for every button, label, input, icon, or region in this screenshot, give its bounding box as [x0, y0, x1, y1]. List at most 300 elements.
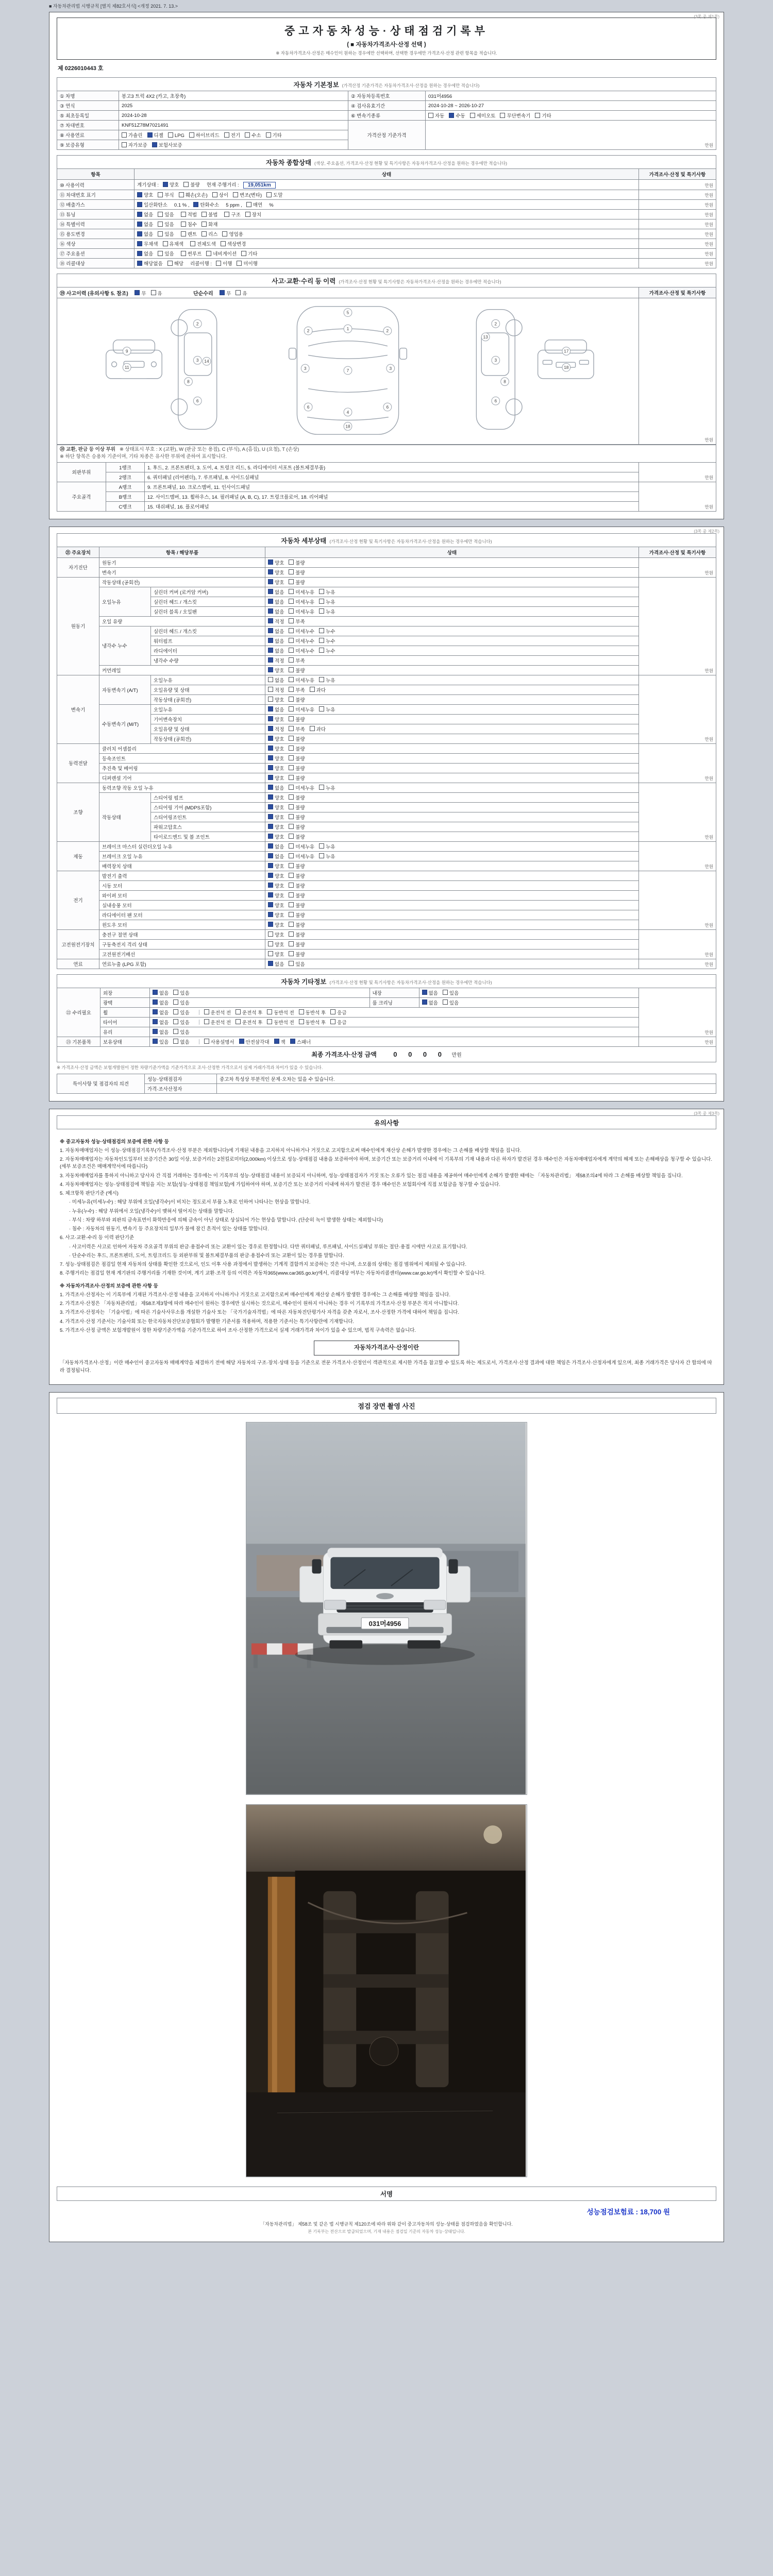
checkbox-option[interactable]	[268, 962, 284, 968]
checkbox-box[interactable]	[268, 775, 273, 780]
checkbox-option[interactable]	[268, 570, 284, 576]
checkbox-option[interactable]	[289, 933, 305, 938]
checkbox-box[interactable]	[190, 241, 195, 246]
checkbox-option[interactable]	[289, 903, 305, 909]
checkbox-box[interactable]	[268, 922, 273, 927]
checkbox-box[interactable]	[181, 251, 186, 256]
checkbox-box[interactable]	[289, 775, 294, 780]
checkbox-option[interactable]	[289, 609, 314, 615]
checkbox-option[interactable]	[289, 649, 314, 654]
checkbox-box[interactable]	[268, 706, 273, 711]
checkbox-option[interactable]	[216, 261, 232, 267]
checkbox-box[interactable]	[289, 873, 294, 878]
checkbox-option[interactable]	[268, 698, 284, 703]
checkbox-box[interactable]	[289, 667, 294, 672]
checkbox-box[interactable]	[289, 560, 294, 565]
checkbox-option[interactable]	[289, 913, 305, 919]
checkbox-option[interactable]	[173, 1010, 189, 1016]
checkbox-box[interactable]	[449, 113, 454, 118]
checkbox-box[interactable]	[204, 1019, 209, 1024]
checkbox-box[interactable]	[289, 716, 294, 721]
checkbox-option[interactable]	[289, 737, 305, 742]
checkbox-option[interactable]	[422, 1001, 438, 1006]
checkbox-option[interactable]	[266, 193, 282, 198]
checkbox-option[interactable]	[222, 232, 243, 238]
checkbox-box[interactable]	[268, 560, 273, 565]
checkbox-box[interactable]	[289, 853, 294, 858]
checkbox-box[interactable]	[233, 192, 238, 197]
checkbox-option[interactable]	[268, 668, 284, 674]
checkbox-box[interactable]	[268, 657, 273, 663]
checkbox-option[interactable]	[239, 1040, 270, 1045]
checkbox-option[interactable]	[201, 232, 217, 238]
checkbox-box[interactable]	[137, 231, 142, 236]
checkbox-option[interactable]	[204, 1010, 231, 1016]
checkbox-box[interactable]	[163, 241, 168, 246]
checkbox-option[interactable]	[163, 242, 184, 247]
checkbox-option[interactable]	[268, 844, 284, 850]
checkbox-box[interactable]	[289, 657, 294, 663]
checkbox-option[interactable]	[181, 212, 197, 218]
checkbox-box[interactable]	[122, 132, 127, 138]
checkbox-option[interactable]	[319, 844, 335, 850]
checkbox-option[interactable]	[236, 291, 247, 297]
checkbox-option[interactable]	[268, 893, 284, 899]
checkbox-option[interactable]	[289, 619, 305, 625]
checkbox-box[interactable]	[137, 241, 142, 246]
checkbox-box[interactable]	[289, 765, 294, 770]
checkbox-option[interactable]	[173, 1030, 189, 1036]
checkbox-box[interactable]	[173, 1039, 178, 1044]
checkbox-box[interactable]	[289, 785, 294, 790]
checkbox-box[interactable]	[330, 1019, 335, 1024]
checkbox-option[interactable]	[289, 795, 305, 801]
checkbox-box[interactable]	[268, 765, 273, 770]
checkbox-box[interactable]	[153, 1039, 158, 1044]
checkbox-option[interactable]	[158, 212, 174, 218]
checkbox-option[interactable]	[153, 991, 169, 996]
checkbox-option[interactable]	[289, 962, 305, 968]
checkbox-option[interactable]	[319, 854, 335, 860]
checkbox-box[interactable]	[266, 132, 271, 138]
checkbox-box[interactable]	[274, 1039, 279, 1044]
checkbox-option[interactable]	[204, 1020, 231, 1026]
checkbox-option[interactable]	[268, 952, 284, 958]
checkbox-option[interactable]	[268, 727, 284, 733]
checkbox-box[interactable]	[310, 726, 315, 731]
checkbox-option[interactable]	[236, 1010, 262, 1016]
checkbox-option[interactable]	[289, 835, 305, 840]
checkbox-box[interactable]	[153, 1009, 158, 1014]
checkbox-box[interactable]	[268, 804, 273, 809]
checkbox-box[interactable]	[167, 261, 173, 266]
checkbox-option[interactable]	[443, 1001, 459, 1006]
checkbox-box[interactable]	[289, 697, 294, 702]
checkbox-box[interactable]	[289, 951, 294, 956]
checkbox-option[interactable]	[289, 658, 305, 664]
checkbox-box[interactable]	[245, 212, 250, 217]
checkbox-option[interactable]	[319, 629, 335, 635]
checkbox-option[interactable]	[268, 688, 284, 693]
checkbox-option[interactable]	[137, 212, 153, 218]
checkbox-box[interactable]	[319, 638, 324, 643]
checkbox-option[interactable]	[289, 815, 305, 821]
checkbox-option[interactable]	[319, 649, 335, 654]
checkbox-box[interactable]	[289, 736, 294, 741]
checkbox-box[interactable]	[289, 608, 294, 614]
checkbox-box[interactable]	[319, 706, 324, 711]
checkbox-option[interactable]	[241, 251, 257, 257]
checkbox-box[interactable]	[246, 202, 251, 207]
checkbox-box[interactable]	[152, 142, 157, 147]
checkbox-option[interactable]	[289, 844, 314, 850]
checkbox-box[interactable]	[267, 1009, 272, 1014]
checkbox-box[interactable]	[179, 192, 184, 197]
checkbox-option[interactable]	[289, 776, 305, 782]
checkbox-option[interactable]	[319, 786, 335, 791]
checkbox-box[interactable]	[173, 990, 178, 995]
checkbox-box[interactable]	[319, 785, 324, 790]
checkbox-option[interactable]	[274, 1040, 285, 1045]
checkbox-box[interactable]	[289, 579, 294, 584]
checkbox-option[interactable]	[289, 570, 305, 576]
checkbox-option[interactable]	[268, 923, 284, 928]
checkbox-box[interactable]	[158, 192, 163, 197]
checkbox-option[interactable]	[289, 825, 305, 831]
checkbox-box[interactable]	[289, 726, 294, 731]
checkbox-option[interactable]	[268, 835, 284, 840]
checkbox-box[interactable]	[266, 192, 272, 197]
checkbox-box[interactable]	[443, 990, 448, 995]
checkbox-box[interactable]	[221, 241, 226, 246]
checkbox-box[interactable]	[268, 814, 273, 819]
checkbox-box[interactable]	[268, 716, 273, 721]
checkbox-option[interactable]	[289, 747, 305, 752]
checkbox-option[interactable]	[181, 251, 202, 257]
checkbox-option[interactable]	[289, 923, 305, 928]
checkbox-option[interactable]	[289, 766, 305, 772]
checkbox-box[interactable]	[151, 290, 156, 295]
checkbox-option[interactable]	[137, 202, 167, 208]
checkbox-option[interactable]	[179, 193, 208, 198]
checkbox-option[interactable]	[158, 222, 174, 228]
checkbox-option[interactable]	[289, 580, 305, 586]
checkbox-box[interactable]	[220, 290, 225, 295]
checkbox-option[interactable]	[268, 619, 284, 625]
checkbox-option[interactable]	[289, 727, 305, 733]
checkbox-box[interactable]	[268, 628, 273, 633]
checkbox-option[interactable]	[289, 629, 314, 635]
checkbox-box[interactable]	[310, 687, 315, 692]
checkbox-box[interactable]	[289, 883, 294, 888]
checkbox-box[interactable]	[236, 290, 241, 295]
checkbox-box[interactable]	[222, 231, 227, 236]
checkbox-option[interactable]	[268, 590, 284, 596]
checkbox-option[interactable]	[137, 232, 153, 238]
checkbox-option[interactable]	[268, 629, 284, 635]
checkbox-box[interactable]	[158, 212, 163, 217]
checkbox-option[interactable]	[268, 933, 284, 938]
checkbox-option[interactable]	[268, 756, 284, 762]
checkbox-box[interactable]	[137, 261, 142, 266]
checkbox-box[interactable]	[289, 824, 294, 829]
checkbox-option[interactable]	[168, 133, 184, 139]
checkbox-box[interactable]	[289, 834, 294, 839]
checkbox-box[interactable]	[158, 222, 163, 227]
checkbox-option[interactable]	[246, 202, 262, 208]
checkbox-box[interactable]	[137, 251, 142, 256]
checkbox-box[interactable]	[319, 608, 324, 614]
checkbox-box[interactable]	[204, 1009, 209, 1014]
checkbox-box[interactable]	[189, 132, 194, 138]
checkbox-box[interactable]	[239, 1039, 244, 1044]
checkbox-option[interactable]	[122, 133, 143, 139]
checkbox-option[interactable]	[153, 1030, 169, 1036]
checkbox-box[interactable]	[319, 677, 324, 682]
checkbox-option[interactable]	[289, 590, 314, 596]
checkbox-box[interactable]	[535, 113, 540, 118]
checkbox-box[interactable]	[153, 990, 158, 995]
checkbox-option[interactable]	[236, 1020, 262, 1026]
checkbox-box[interactable]	[147, 132, 153, 138]
checkbox-box[interactable]	[289, 638, 294, 643]
checkbox-box[interactable]	[289, 794, 294, 800]
checkbox-box[interactable]	[289, 745, 294, 751]
checkbox-option[interactable]	[189, 133, 220, 139]
checkbox-option[interactable]	[201, 222, 217, 228]
checkbox-option[interactable]	[245, 133, 261, 139]
checkbox-option[interactable]	[268, 913, 284, 919]
checkbox-box[interactable]	[173, 999, 178, 1005]
checkbox-box[interactable]	[224, 132, 229, 138]
checkbox-option[interactable]	[268, 766, 284, 772]
checkbox-option[interactable]	[181, 232, 197, 238]
checkbox-box[interactable]	[268, 599, 273, 604]
checkbox-option[interactable]	[289, 600, 314, 605]
checkbox-option[interactable]	[289, 668, 305, 674]
checkbox-option[interactable]	[135, 291, 146, 297]
checkbox-box[interactable]	[268, 892, 273, 897]
checkbox-box[interactable]	[135, 290, 140, 295]
checkbox-option[interactable]	[268, 864, 284, 870]
checkbox-option[interactable]	[268, 561, 284, 566]
checkbox-box[interactable]	[319, 589, 324, 594]
checkbox-box[interactable]	[268, 883, 273, 888]
checkbox-box[interactable]	[137, 222, 142, 227]
checkbox-box[interactable]	[319, 648, 324, 653]
checkbox-box[interactable]	[289, 843, 294, 849]
checkbox-box[interactable]	[122, 142, 127, 147]
checkbox-box[interactable]	[268, 608, 273, 614]
checkbox-box[interactable]	[289, 755, 294, 760]
checkbox-option[interactable]	[212, 193, 228, 198]
checkbox-box[interactable]	[289, 931, 294, 937]
checkbox-box[interactable]	[153, 1029, 158, 1034]
checkbox-option[interactable]	[245, 212, 261, 218]
checkbox-option[interactable]	[289, 805, 305, 811]
checkbox-box[interactable]	[236, 1019, 241, 1024]
checkbox-box[interactable]	[268, 589, 273, 594]
checkbox-option[interactable]	[289, 639, 314, 645]
checkbox-box[interactable]	[181, 231, 186, 236]
checkbox-option[interactable]	[153, 1020, 169, 1026]
checkbox-option[interactable]	[173, 1001, 189, 1006]
checkbox-box[interactable]	[330, 1009, 335, 1014]
checkbox-box[interactable]	[289, 599, 294, 604]
checkbox-option[interactable]	[167, 261, 183, 267]
checkbox-option[interactable]	[122, 143, 147, 148]
checkbox-option[interactable]	[268, 737, 284, 742]
checkbox-box[interactable]	[268, 667, 273, 672]
checkbox-box[interactable]	[181, 212, 186, 217]
checkbox-box[interactable]	[422, 990, 427, 995]
checkbox-box[interactable]	[268, 697, 273, 702]
checkbox-option[interactable]	[147, 133, 163, 139]
checkbox-option[interactable]	[290, 1040, 311, 1045]
checkbox-box[interactable]	[470, 113, 475, 118]
checkbox-option[interactable]	[330, 1020, 346, 1026]
checkbox-option[interactable]	[206, 251, 237, 257]
checkbox-option[interactable]	[289, 864, 305, 870]
checkbox-option[interactable]	[289, 884, 305, 889]
checkbox-box[interactable]	[268, 569, 273, 574]
checkbox-box[interactable]	[289, 569, 294, 574]
checkbox-box[interactable]	[268, 677, 273, 682]
checkbox-option[interactable]	[153, 1001, 169, 1006]
checkbox-option[interactable]	[268, 717, 284, 723]
checkbox-option[interactable]	[268, 884, 284, 889]
checkbox-box[interactable]	[224, 212, 229, 217]
checkbox-option[interactable]	[268, 795, 284, 801]
checkbox-box[interactable]	[268, 579, 273, 584]
checkbox-option[interactable]	[299, 1010, 326, 1016]
checkbox-box[interactable]	[289, 677, 294, 682]
checkbox-box[interactable]	[212, 192, 217, 197]
checkbox-option[interactable]	[319, 639, 335, 645]
checkbox-option[interactable]	[153, 1040, 169, 1045]
checkbox-option[interactable]	[268, 600, 284, 605]
checkbox-box[interactable]	[267, 1019, 272, 1024]
checkbox-option[interactable]	[137, 242, 158, 247]
checkbox-option[interactable]	[268, 580, 284, 586]
checkbox-option[interactable]	[268, 825, 284, 831]
checkbox-option[interactable]	[289, 707, 314, 713]
checkbox-box[interactable]	[268, 834, 273, 839]
checkbox-box[interactable]	[206, 251, 211, 256]
checkbox-option[interactable]	[330, 1010, 346, 1016]
checkbox-option[interactable]	[204, 1040, 234, 1045]
checkbox-box[interactable]	[181, 222, 186, 227]
checkbox-box[interactable]	[268, 902, 273, 907]
checkbox-box[interactable]	[268, 853, 273, 858]
checkbox-option[interactable]	[470, 113, 496, 119]
checkbox-option[interactable]	[181, 222, 197, 228]
checkbox-box[interactable]	[290, 1039, 295, 1044]
checkbox-option[interactable]	[319, 678, 335, 684]
checkbox-option[interactable]	[193, 202, 219, 208]
checkbox-option[interactable]	[268, 649, 284, 654]
checkbox-option[interactable]	[201, 212, 217, 218]
checkbox-box[interactable]	[268, 863, 273, 868]
checkbox-option[interactable]	[137, 251, 153, 257]
checkbox-box[interactable]	[193, 202, 198, 207]
checkbox-box[interactable]	[268, 745, 273, 751]
checkbox-option[interactable]	[289, 874, 305, 879]
checkbox-box[interactable]	[268, 912, 273, 917]
checkbox-option[interactable]	[153, 1010, 169, 1016]
checkbox-box[interactable]	[201, 231, 207, 236]
checkbox-option[interactable]	[319, 609, 335, 615]
checkbox-option[interactable]	[428, 113, 444, 119]
checkbox-option[interactable]	[233, 193, 262, 198]
checkbox-option[interactable]	[266, 133, 282, 139]
checkbox-option[interactable]	[268, 658, 284, 664]
checkbox-option[interactable]	[268, 747, 284, 752]
checkbox-option[interactable]	[289, 952, 305, 958]
checkbox-box[interactable]	[268, 638, 273, 643]
checkbox-box[interactable]	[245, 132, 250, 138]
checkbox-box[interactable]	[137, 212, 142, 217]
checkbox-box[interactable]	[268, 794, 273, 800]
checkbox-box[interactable]	[289, 648, 294, 653]
checkbox-option[interactable]	[500, 113, 530, 119]
checkbox-option[interactable]	[221, 242, 246, 247]
checkbox-box[interactable]	[268, 931, 273, 937]
checkbox-option[interactable]	[224, 133, 240, 139]
checkbox-option[interactable]	[190, 242, 216, 247]
checkbox-box[interactable]	[158, 251, 163, 256]
checkbox-option[interactable]	[268, 639, 284, 645]
checkbox-box[interactable]	[201, 222, 207, 227]
checkbox-option[interactable]	[289, 717, 305, 723]
checkbox-box[interactable]	[443, 999, 448, 1005]
checkbox-box[interactable]	[268, 736, 273, 741]
checkbox-box[interactable]	[236, 1009, 241, 1014]
checkbox-box[interactable]	[289, 706, 294, 711]
checkbox-box[interactable]	[268, 951, 273, 956]
checkbox-box[interactable]	[289, 687, 294, 692]
checkbox-box[interactable]	[237, 261, 242, 266]
checkbox-option[interactable]	[173, 991, 189, 996]
checkbox-option[interactable]	[319, 600, 335, 605]
checkbox-box[interactable]	[158, 231, 163, 236]
checkbox-option[interactable]	[163, 182, 179, 188]
checkbox-option[interactable]	[158, 232, 174, 238]
checkbox-box[interactable]	[201, 212, 207, 217]
checkbox-box[interactable]	[183, 182, 189, 187]
checkbox-option[interactable]	[220, 291, 231, 297]
checkbox-option[interactable]	[310, 688, 326, 693]
checkbox-option[interactable]	[289, 786, 314, 791]
checkbox-option[interactable]	[268, 678, 284, 684]
checkbox-option[interactable]	[173, 1040, 189, 1045]
checkbox-option[interactable]	[267, 1020, 294, 1026]
checkbox-option[interactable]	[137, 222, 153, 228]
checkbox-box[interactable]	[204, 1039, 209, 1044]
checkbox-option[interactable]	[310, 727, 326, 733]
checkbox-box[interactable]	[319, 853, 324, 858]
checkbox-option[interactable]	[158, 251, 174, 257]
checkbox-box[interactable]	[289, 628, 294, 633]
checkbox-box[interactable]	[289, 814, 294, 819]
checkbox-box[interactable]	[173, 1009, 178, 1014]
checkbox-box[interactable]	[268, 843, 273, 849]
checkbox-box[interactable]	[268, 687, 273, 692]
checkbox-box[interactable]	[173, 1019, 178, 1024]
checkbox-option[interactable]	[289, 678, 314, 684]
checkbox-option[interactable]	[137, 193, 153, 198]
checkbox-option[interactable]	[268, 707, 284, 713]
